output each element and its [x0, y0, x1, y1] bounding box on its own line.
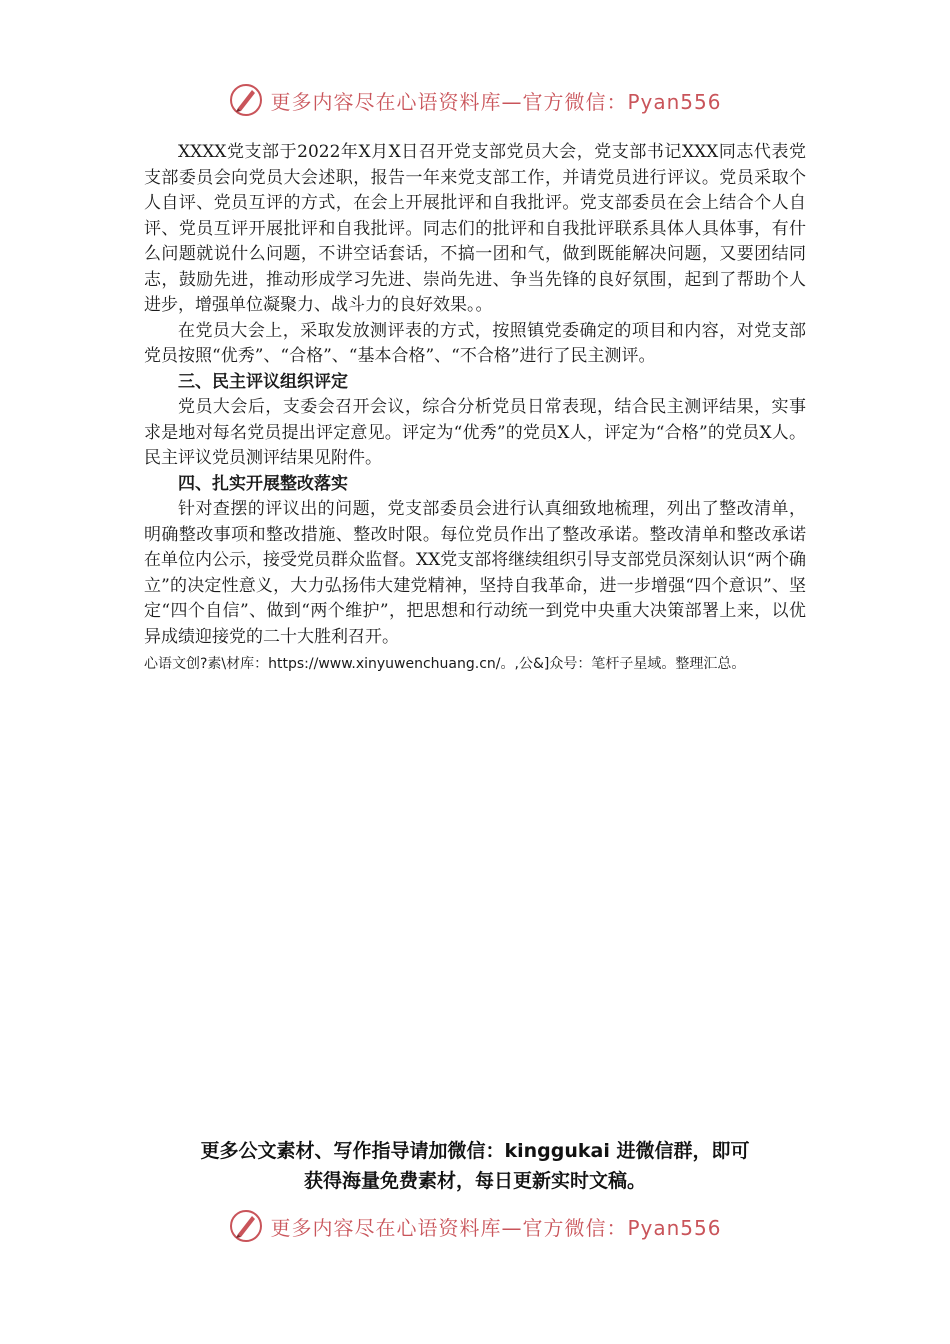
- header-banner-text: 更多内容尽在心语资料库—官方微信：Pyan556: [270, 89, 722, 114]
- paragraph: 党员大会后，支委会召开会议，综合分析党员日常表现，结合民主测评结果，实事求是地对每名党员提出评定意见。评定为“优秀”的党员X人，评定为“合格”的党员X人。民主评议党员测评结果见附件。: [144, 397, 806, 468]
- paragraph: 针对查摆的评议出的问题，党支部委员会进行认真细致地梳理，列出了整改清单，明确整改事项和整改措施、整改时限。每位党员作出了整改承诺。整改清单和整改承诺在单位内公示，接受党员群众监督。XX党支部将继续组织引导支部党员深刻认识“两个确立”的决定性意义，大力弘扬伟大建党精神，坚持自我革命，进一步增强“四个意识”、坚定“四个自信”、做到“两个维护”，把思想和行动统一到党中央重大决策部署上来，以优异成绩迎接党的二十大胜利召开。: [144, 499, 806, 647]
- section-heading-3: 三、民主评议组织评定: [178, 371, 348, 392]
- document-body: [144, 140, 806, 676]
- source-footnote: 心语文创?素\材库：https://www.xinyuwenchuang.cn/。,公&]众号：笔杆子星域。整理汇总。: [144, 656, 746, 672]
- pen-logo-icon: [228, 1208, 264, 1244]
- header-banner: [0, 82, 950, 118]
- pen-logo-icon: [228, 82, 264, 118]
- footer-banner-text: 更多内容尽在心语资料库—官方微信：Pyan556: [270, 1215, 722, 1240]
- paragraph: XXXX党支部于2022年X月X日召开党支部党员大会，党支部书记XXX同志代表党支部委员会向党员大会述职，报告一年来党支部工作，并请党员进行评议。党员采取个人自评、党员互评的方式，在会上开展批评和自我批评。党支部委员在会上结合个人自评、党员互评开展批评和自我批评。同志们的批评和自我批评联系具体人具体事，有什么问题就说什么问题，不讲空话套话，不搞一团和气，做到既能解决问题，又要团结同志，鼓励先进，推动形成学习先进、崇尚先进、争当先锋的良好氛围，起到了帮助个人进步，增强单位凝聚力、战斗力的良好效果。。: [144, 142, 806, 315]
- footer-banner: [0, 1208, 950, 1244]
- section-heading-4: 四、扎实开展整改落实: [178, 473, 348, 494]
- promo-text: [0, 1136, 950, 1196]
- promo-line-2: 获得海量免费素材，每日更新实时文稿。: [303, 1170, 646, 1192]
- paragraph: 在党员大会上，采取发放测评表的方式，按照镇党委确定的项目和内容，对党支部党员按照“优秀”、“合格”、“基本合格”、“不合格”进行了民主测评。: [144, 320, 806, 366]
- promo-line-1: 更多公文素材、写作指导请加微信：kinggukai 进微信群，即可: [200, 1140, 750, 1162]
